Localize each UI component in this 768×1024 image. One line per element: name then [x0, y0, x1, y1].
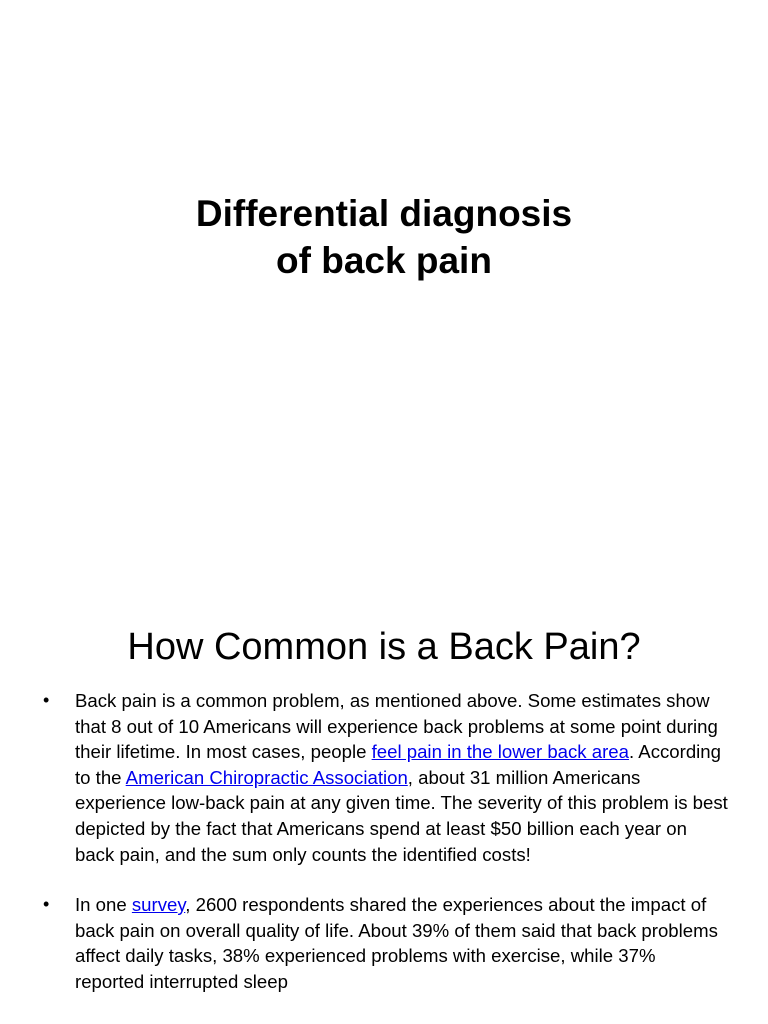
bullet-marker: • [43, 894, 50, 915]
bullet-item-survey [0, 892, 768, 994]
page-title-line-2: of back pain [276, 240, 492, 281]
survey-link[interactable]: survey [131, 894, 186, 916]
bullet-marker: • [43, 690, 50, 710]
bullet-text: Back pain is a common problem, as mentioned above. Some estimates show that 8 out of 10 Americans will experience back problems at some point during their lifetime. In most cases, people [75, 690, 718, 763]
lower-back-pain-link[interactable]: feel pain in the lower back area [371, 741, 629, 763]
bullet-text: . According to the [75, 741, 721, 788]
page-title-line-1: Differential diagnosis [195, 193, 573, 234]
section-heading: How Common is a Back Pain? [127, 626, 641, 668]
bullet-list [0, 688, 768, 995]
aca-link[interactable]: American Chiropractic Association [125, 766, 408, 788]
bullet-text: In one [75, 894, 132, 916]
bullet-text: , about 31 million Americans experience low-back pain at any given time. The severity of this problem is best depicted by the fact that Americans spend at least $50 billion each year on back pain, and the sum only counts the identified costs! [75, 766, 728, 865]
page-title [0, 190, 768, 284]
bullet-text: , 2600 respondents shared the experiences about the impact of back pain on overall quality of life. About 39% of them said that back problems affect daily tasks, 38% experienced problems with exercise, while 37% reported interrupted sleep [75, 894, 718, 992]
bullet-item-prevalence [0, 688, 768, 867]
